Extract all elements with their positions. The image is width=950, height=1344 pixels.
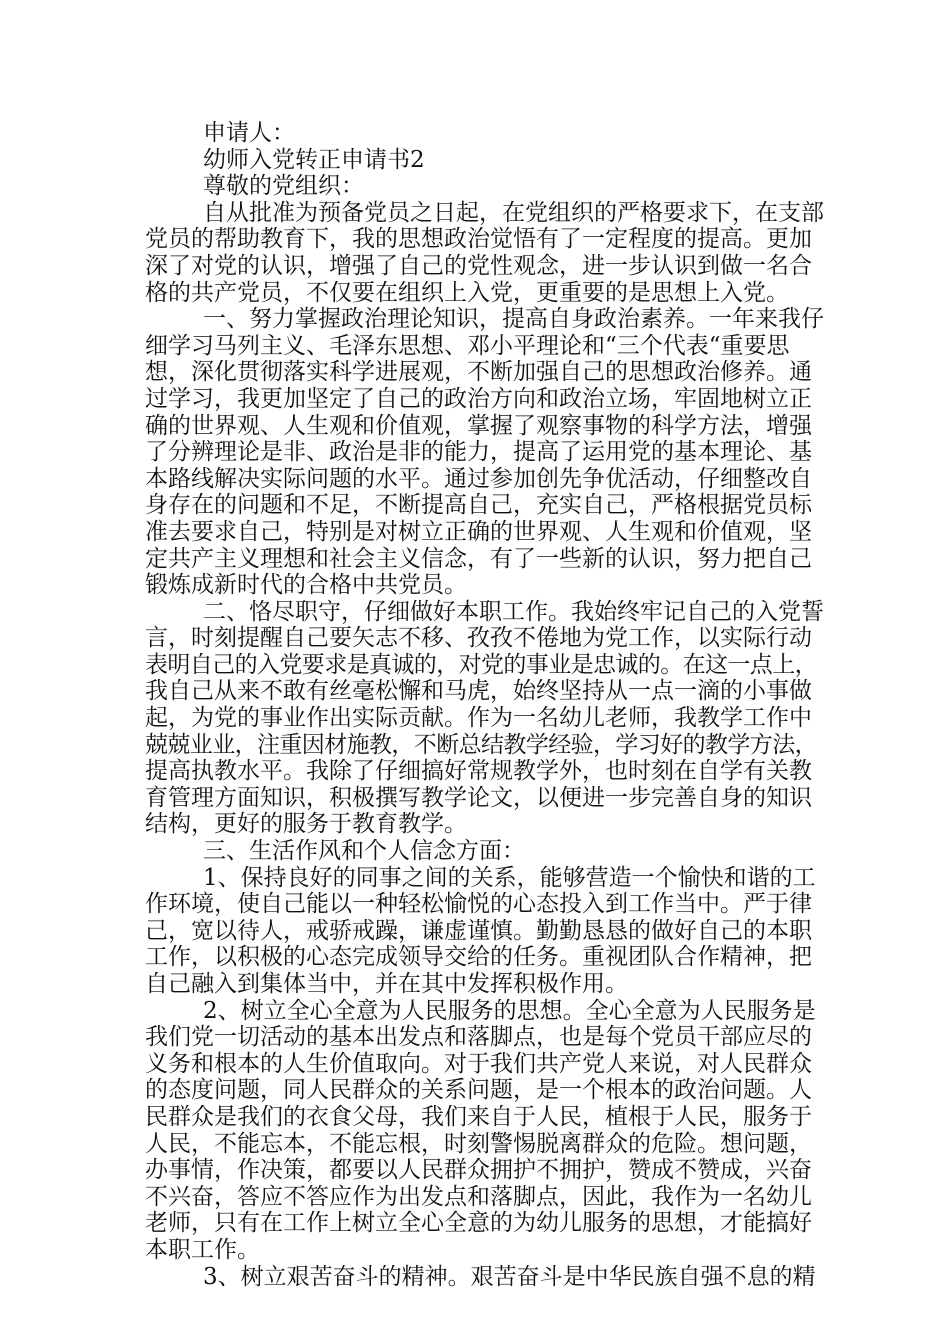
- paragraph-line: 锻炼成新时代的合格中共党员。: [145, 572, 467, 599]
- applicant-line: 申请人：: [203, 120, 295, 146]
- paragraph-line: 1、保持良好的同事之间的关系，能够营造一个愉快和谐的工: [203, 864, 816, 891]
- paragraph-line: 我们党一切活动的基本出发点和落脚点，也是每个党员干部应尽的: [145, 1024, 812, 1051]
- paragraph-line: 本职工作。: [145, 1236, 260, 1263]
- paragraph-line: 办事情，作决策，都要以人民群众拥护不拥护，赞成不赞成，兴奋: [145, 1157, 812, 1184]
- paragraph-line: 3、树立艰苦奋斗的精神。艰苦奋斗是中华民族自强不息的精: [203, 1263, 816, 1290]
- paragraph-line: 结构，更好的服务于教育教学。: [145, 811, 467, 838]
- paragraph-line: 提高执教水平。我除了仔细搞好常规教学外，也时刻在自学有关教: [145, 758, 812, 785]
- section-heading: 三、生活作风和个人信念方面：: [203, 838, 525, 865]
- paragraph-line: 过学习，我更加坚定了自己的政治方向和政治立场，牢固地树立正: [145, 385, 812, 412]
- paragraph-line: 自从批准为预备党员之日起，在党组织的严格要求下，在支部: [203, 199, 824, 226]
- paragraph-line: 作环境，使自己能以一种轻松愉悦的心态投入到工作当中。严于律: [145, 891, 812, 918]
- document-title: 幼师入党转正申请书2: [203, 146, 425, 173]
- paragraph-line: 不兴奋，答应不答应作为出发点和落脚点，因此，我作为一名幼儿: [145, 1183, 812, 1210]
- paragraph-line: 育管理方面知识，积极撰写教学论文，以便进一步完善自身的知识: [145, 784, 812, 811]
- paragraph-line: 本路线解决实际问题的水平。通过参加创先争优活动，仔细整改自: [145, 465, 812, 492]
- paragraph-line: 2、树立全心全意为人民服务的思想。全心全意为人民服务是: [203, 997, 816, 1024]
- paragraph-line: 表明自己的入党要求是真诚的，对党的事业是忠诚的。在这一点上，: [145, 651, 818, 678]
- paragraph-line: 确的世界观、人生观和价值观，掌握了观察事物的科学方法，增强: [145, 412, 812, 439]
- paragraph-line: 一、努力掌握政治理论知识，提高自身政治素养。一年来我仔: [203, 306, 824, 333]
- paragraph-line: 我自己从来不敢有丝毫松懈和马虎，始终坚持从一点一滴的小事做: [145, 678, 812, 705]
- paragraph-line: 定共产主义理想和社会主义信念，有了一些新的认识，努力把自己: [145, 545, 812, 572]
- document-body: [145, 120, 824, 1290]
- paragraph-line: 义务和根本的人生价值取向。对于我们共产党人来说，对人民群众: [145, 1050, 812, 1077]
- paragraph-line: 党员的帮助教育下，我的思想政治觉悟有了一定程度的提高。更加: [145, 226, 812, 253]
- paragraph-line: 人民，不能忘本，不能忘根，时刻警惕脱离群众的危险。想问题，: [145, 1130, 812, 1157]
- paragraph-line: 想，深化贯彻落实科学进展观，不断加强自己的思想政治修养。通: [145, 359, 812, 386]
- paragraph-line: 二、恪尽职守，仔细做好本职工作。我始终牢记自己的入党誓: [203, 598, 824, 625]
- salutation: 尊敬的党组织：: [203, 173, 364, 200]
- paragraph-line: 了分辨理论是非、政治是非的能力，提高了运用党的基本理论、基: [145, 439, 812, 466]
- paragraph-line: 工作，以积极的心态完成领导交给的任务。重视团队合作精神，把: [145, 944, 812, 971]
- paragraph-line: 身存在的问题和不足，不断提高自己，充实自己，严格根据党员标: [145, 492, 812, 519]
- paragraph-line: 准去要求自己，特别是对树立正确的世界观、人生观和价值观，坚: [145, 518, 812, 545]
- paragraph-line: 自己融入到集体当中，并在其中发挥积极作用。: [145, 971, 628, 997]
- paragraph-line: 言，时刻提醒自己要矢志不移、孜孜不倦地为党工作，以实际行动: [145, 625, 812, 652]
- paragraph-line: 细学习马列主义、毛泽东思想、邓小平理论和“三个代表“重要思: [145, 332, 790, 359]
- paragraph-line: 老师，只有在工作上树立全心全意的为幼儿服务的思想，才能搞好: [145, 1210, 812, 1237]
- paragraph-line: 兢兢业业，注重因材施教，不断总结教学经验，学习好的教学方法，: [145, 731, 818, 758]
- paragraph-line: 己，宽以待人，戒骄戒躁，谦虚谨慎。勤勤恳恳的做好自己的本职: [145, 917, 812, 944]
- paragraph-line: 的态度问题，同人民群众的关系问题，是一个根本的政治问题。人: [145, 1077, 812, 1104]
- paragraph-line: 格的共产党员，不仅要在组织上入党，更重要的是思想上入党。: [145, 279, 789, 306]
- paragraph-line: 民群众是我们的衣食父母，我们来自于人民，植根于人民，服务于: [145, 1103, 812, 1130]
- paragraph-line: 深了对党的认识，增强了自己的党性观念，进一步认识到做一名合: [145, 252, 812, 279]
- paragraph-line: 起，为党的事业作出实际贡献。作为一名幼儿老师，我教学工作中: [145, 705, 812, 732]
